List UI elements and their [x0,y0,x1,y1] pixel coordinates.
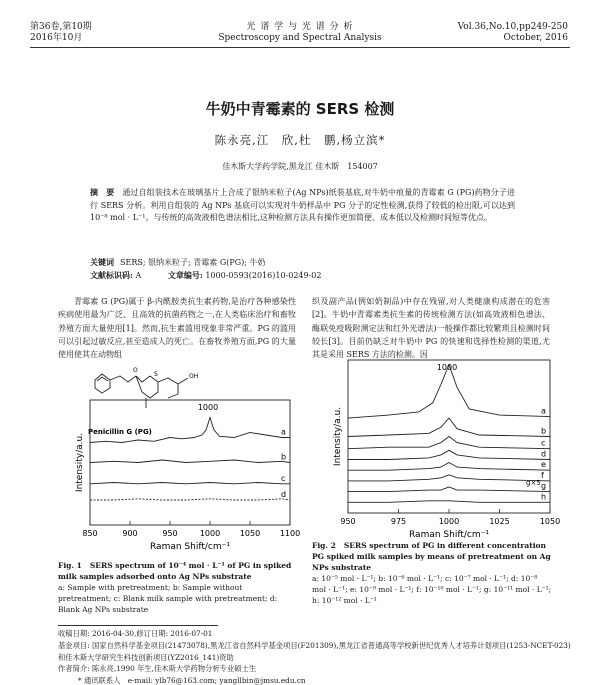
series-line-e [348,463,550,471]
journal-date: 2016年10月 [30,33,83,43]
series-line-c [90,483,290,484]
y-axis-label: Intensity/a.u. [333,406,343,467]
atom-label-oh: OH [189,373,199,380]
series-label-d: d [281,490,287,499]
series-line-b [90,460,290,463]
article-no-value: 1000-0593(2016)10-0249-02 [205,271,322,280]
x-tick-label: 950 [162,529,178,538]
series-label-a: a [541,406,546,416]
series-line-d [90,499,290,500]
series-label-e: e [541,460,546,470]
keywords-text: SERS; 银纳米粒子; 青霉素 G(PG); 牛奶 [120,258,266,267]
footnote [58,628,578,685]
x-tick-label: 850 [82,529,98,538]
x-tick-label: 975 [390,517,407,526]
paper-title: 牛奶中青霉素的 SERS 检测 [205,100,395,118]
peak-annotation: 1000 [197,403,219,412]
series-label-d: d [541,449,547,459]
series-label-c: c [281,473,286,483]
fig1-caption-label: Fig. 1 [58,561,82,570]
doc-code-label: 文献标识码: [90,270,133,280]
x-tick-label: 1050 [239,529,261,538]
abstract-label: 摘 要 [90,187,115,197]
body-left-column: 青霉素 G (PG)属于 β-内酰胺类抗生素药物,是治疗各种感染性疾病使用最为广泛、且高效的抗菌药物之一,在人类临床治疗和畜牧养殖方面大量使用[1]。然而,抗生素滥用现象非常严重。PG 的滥用可以引起过敏反应,甚至造成人的死亡。在畜牧养殖方面,PG 的大量使用使其在动物组 [58,297,296,360]
x-tick-label: 950 [340,517,356,526]
series-line-c [348,437,550,449]
figure-1 [50,360,300,560]
fig2-caption [312,540,552,606]
series-label-h: h [541,492,547,502]
x-axis-label: Raman Shift/cm⁻¹ [150,542,230,552]
series-label-f: f [541,470,544,480]
fig1-compound-label: Penicillin G (PG) [88,428,152,436]
footnote-author: 作者简介: 陈永亮,1990 年生,佳木斯大学药物分析专业硕士生 [58,664,257,674]
atom-label-s: S [154,371,158,378]
x-tick-label: 1000 [199,529,221,538]
series-line-a [348,365,550,419]
abstract [90,186,515,225]
footnote-contact: * 通讯联系人 e-mail: ylb76@163.com; yangllbin@jmsu.edu.cn [78,676,306,685]
footnote-fund: 基金项目: 国家自然科学基金项目(21473078),黑龙江省自然科学基金项目(F201309),黑龙江省普通高等学校新世纪优秀人才培养计划项目(1253-NCET-023)和佳木斯大学研究生科技创新项目(YZ2016_141)资助 [58,640,571,662]
paper-authors: 陈永亮,江 欣,杜 鹏,杨立滨* [214,133,386,147]
series-label-b: b [541,426,547,436]
paper-affiliation: 佳木斯大学药学院,黑龙江 佳木斯 154007 [222,162,378,171]
journal-vol-pages: Vol.36,No.10,pp249-250 [457,22,568,32]
fig2-caption-label: Fig. 2 [312,541,336,550]
journal-volume: 第36卷,第10期 [30,22,92,32]
journal-title-cn: 光 谱 学 与 光 谱 分 析 [246,22,354,32]
fig1-caption-detail: a: Sample with pretreatment; b: Sample without pretreatment; c: Blank milk sample with pretreatment; d: Blank Ag NPs substrate [58,583,278,614]
series-line-b [348,418,550,436]
series-label-c: c [541,438,546,448]
x-tick-label: 1000 [438,517,460,526]
series-g-scale-label: g×5 [526,478,541,487]
journal-title-en: Spectroscopy and Spectral Analysis [218,33,382,43]
keywords-label: 关键词 [90,257,114,267]
journal-month: October, 2016 [503,33,568,43]
article-no-label: 文章编号: [167,270,203,280]
keywords [90,256,515,269]
footnote-received: 收稿日期: 2016-04-30,修订日期: 2016-07-01 [58,629,213,638]
atom-label-o: O [133,367,138,374]
doc-code-value: A [135,271,142,280]
body-right-column: 织及副产品(例如奶制品)中存在残留,对人类健康构成潜在的危害[2]。牛奶中青霉素类抗生素的传统检测方法(如高效液相色谱法、酶联免疫吸附测定法和红外光谱法)一般操作都比较繁琐且检测时间较长[3]。目前仍缺乏对牛奶中 PG 的快速和选择性检测的渠道,尤其是采用 SERS 方法的检测。因 [312,297,550,360]
x-tick-label: 1025 [489,517,510,526]
penicillin-structure [95,374,188,408]
x-axis-label: Raman Shift/cm⁻¹ [409,530,489,540]
figure-2 [318,355,568,560]
series-line-d [348,450,550,459]
fig2-caption-title: SERS spectrum of PG in different concentration PG spiked milk samples by means of pretreatment on Ag NPs substrate [312,541,551,572]
fig1-caption-title: SERS spectrum of 10⁻⁴ mol · L⁻¹ of PG in spiked milk samples adsorbed onto Ag NPs substrate [58,561,292,581]
y-axis-label: Intensity/a.u. [75,432,85,493]
footnote-rule [58,625,218,626]
classification [90,269,515,282]
series-label-g: g [541,481,547,491]
series-label-b: b [281,452,287,462]
x-tick-label: 900 [122,529,138,538]
journal-pages [458,22,568,44]
fig2-plot-area [333,360,560,540]
series-line-g [348,487,550,492]
fig1-caption [58,560,296,615]
series-label-a: a [281,427,286,437]
peak-annotation: 1000 [436,363,458,372]
x-tick-label: 1050 [539,517,561,526]
header-rule [30,47,570,48]
abstract-text: 通过自组装技术在玻璃基片上合成了银纳米粒子(Ag NPs)纸装基底,对牛奶中痕量的青霉素 G (PG)药物分子进行 SERS 分析。利用自组装的 Ag NPs 基底可以实现对牛奶样品中 PG 分子的定性检测,获得了较低的检出限,可以达到 10⁻⁸ mol · L⁻¹。与传统的高效液相色谱法相比,这种检测方法具有操作更加简便、成本低以及检测时间短等优点。 [90,188,515,222]
series-line-f [348,475,550,481]
x-tick-label: 1100 [279,529,300,538]
series-line-h [348,501,550,503]
fig1-plot-area [75,400,300,552]
fig2-caption-detail: a: 10⁻⁵ mol · L⁻¹; b: 10⁻⁶ mol · L⁻¹; c: 10⁻⁷ mol · L⁻¹; d: 10⁻⁸ mol · L⁻¹; e: 10⁻⁹ mol · L⁻¹; f: 10⁻¹⁰ mol · L⁻¹; g: 10⁻¹¹ mol · L⁻¹; h: 10⁻¹² mol · L⁻¹ [312,574,552,605]
